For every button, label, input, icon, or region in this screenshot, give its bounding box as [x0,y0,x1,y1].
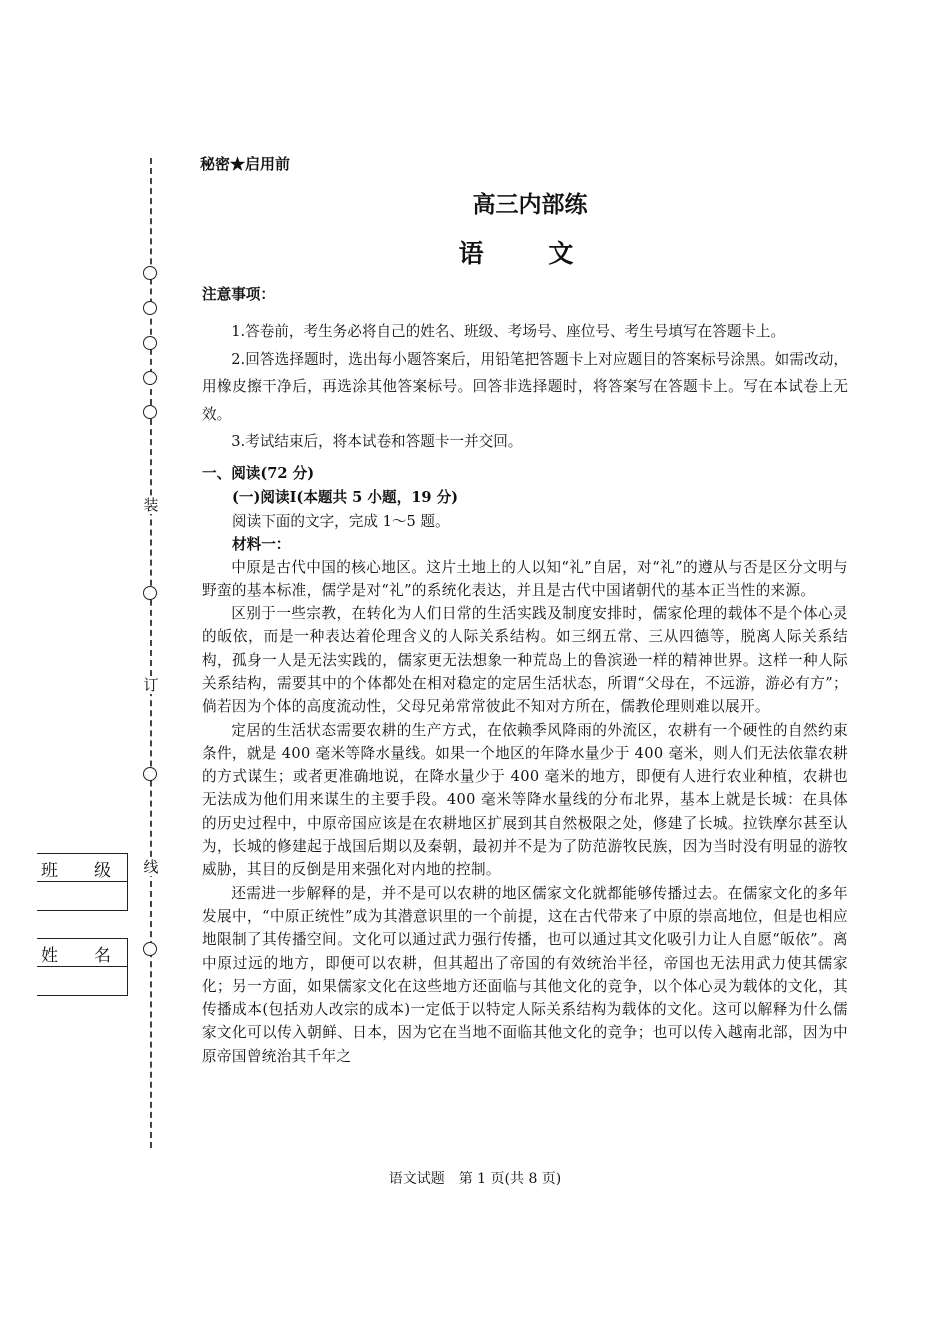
passage-paragraph: 还需进一步解释的是，并不是可以农耕的地区儒家文化就都能够传播过去。在儒家文化的多年发展中，“中原正统性”成为其潜意识里的一个前提，这在古代带来了中原的崇高地位，但是也相应地限制了其传播空间。文化可以通过武力强行传播，也可以通过其文化吸引力让人自愿“皈依”。离中原过远的地方，即便可以农耕，但其超出了帝国的有效统治半径，帝国也无法用武力使其儒家化；另一方面，如果儒家文化在这些地方还面临与其他文化的竞争，以个体心灵为载体的文化，其传播成本(包括劝人改宗的成本)一定低于以特定人际关系结构为载体的文化。这可以解释为什么儒家文化可以传入朝鲜、日本，因为它在当地不面临其他文化的竞争；也可以传入越南北部，因为中原帝国曾统治其千年之 [202,884,848,1065]
binding-hole [143,942,157,956]
name-field-label: 姓 名 [41,946,117,966]
binding-hole [143,371,157,385]
notice-item: 2.回答选择题时，选出每小题答案后，用铅笔把答题卡上对应题目的答案标号涂黑。如需改动，用橡皮擦干净后，再选涂其他答案标号。回答非选择题时，将答案写在答题卡上。写在本试卷上无效。 [202,350,848,423]
subject-title: 语 文 [458,239,602,268]
subsection-heading: (一)阅读Ⅰ(本题共 5 小题，19 分) [232,488,459,506]
question-instruction: 阅读下面的文字，完成 1～5 题。 [232,512,450,530]
exam-title: 高三内部练 [472,191,588,218]
passage-paragraph: 区别于一些宗教，在转化为人们日常的生活实践及制度安排时，儒家伦理的载体不是个体心灵的皈依，而是一种表达着伦理含义的人际关系结构。如三纲五常、三从四德等，脱离人际关系结构，孤身一人是无法实践的，儒家更无法想象一种荒岛上的鲁滨逊一样的精神世界。这样一种人际关系结构，需要其中的个体都处在相对稳定的定居生活状态，所谓“父母在，不远游，游必有方”；倘若因为个体的高度流动性，父母兄弟常常彼此不知对方所在，儒教伦理则难以展开。 [202,605,848,716]
passage-paragraph: 定居的生活状态需要农耕的生产方式，在依赖季风降雨的外流区，农耕有一个硬性的自然约束条件，就是 400 毫米等降水量线。如果一个地区的年降水量少于 400 毫米，则人们无法依靠农耕的方式谋生；或者更准确地说，在降水量少于 400 毫米的地方，即便有人进行农业种植，农耕也无法成为他们用来谋生的主要手段。400 毫米等降水量线的分布北界，基本上就是长城：在具体的历史过程中，中原帝国应该是在农耕地区扩展到其自然极限之处，修建了长城。拉铁摩尔甚至认为，长城的修建起于战国后期以及秦朝，最初并不是为了防范游牧民族，因为当时没有明显的游牧威胁，其目的反倒是用来强化对内地的控制。 [202,721,848,879]
passage-paragraph: 中原是古代中国的核心地区。这片土地上的人以知“礼”自居，对“礼”的遵从与否是区分文明与野蛮的基本标准，儒学是对“礼”的系统化表达，并且是古代中国诸朝代的基本正当性的来源。 [202,558,848,599]
notice-heading: 注意事项： [202,286,275,303]
binding-hole [143,405,157,419]
page-footer: 语文试题 第 1 页(共 8 页) [388,1171,562,1187]
exam-content [202,284,848,1068]
binding-char-ding: 订 [143,676,159,694]
class-field-box [37,853,128,911]
material-label: 材料一： [232,535,291,553]
notice-item: 3.考试结束后，将本试卷和答题卡一并交回。 [231,433,523,450]
class-field-label: 班 级 [41,861,117,881]
section-heading: 一、阅读(72 分) [202,464,315,482]
notice-item: 1.答卷前，考生务必将自己的姓名、班级、考场号、座位号、考生号填写在答题卡上。 [231,323,786,340]
binding-hole [143,301,157,315]
binding-hole [143,586,157,600]
binding-char-zhuang: 装 [143,496,159,514]
confidential-mark: 秘密★启用前 [200,155,291,173]
binding-hole [143,336,157,350]
binding-hole [143,767,157,781]
name-field-box [37,938,128,996]
binding-char-xian: 线 [143,858,159,876]
